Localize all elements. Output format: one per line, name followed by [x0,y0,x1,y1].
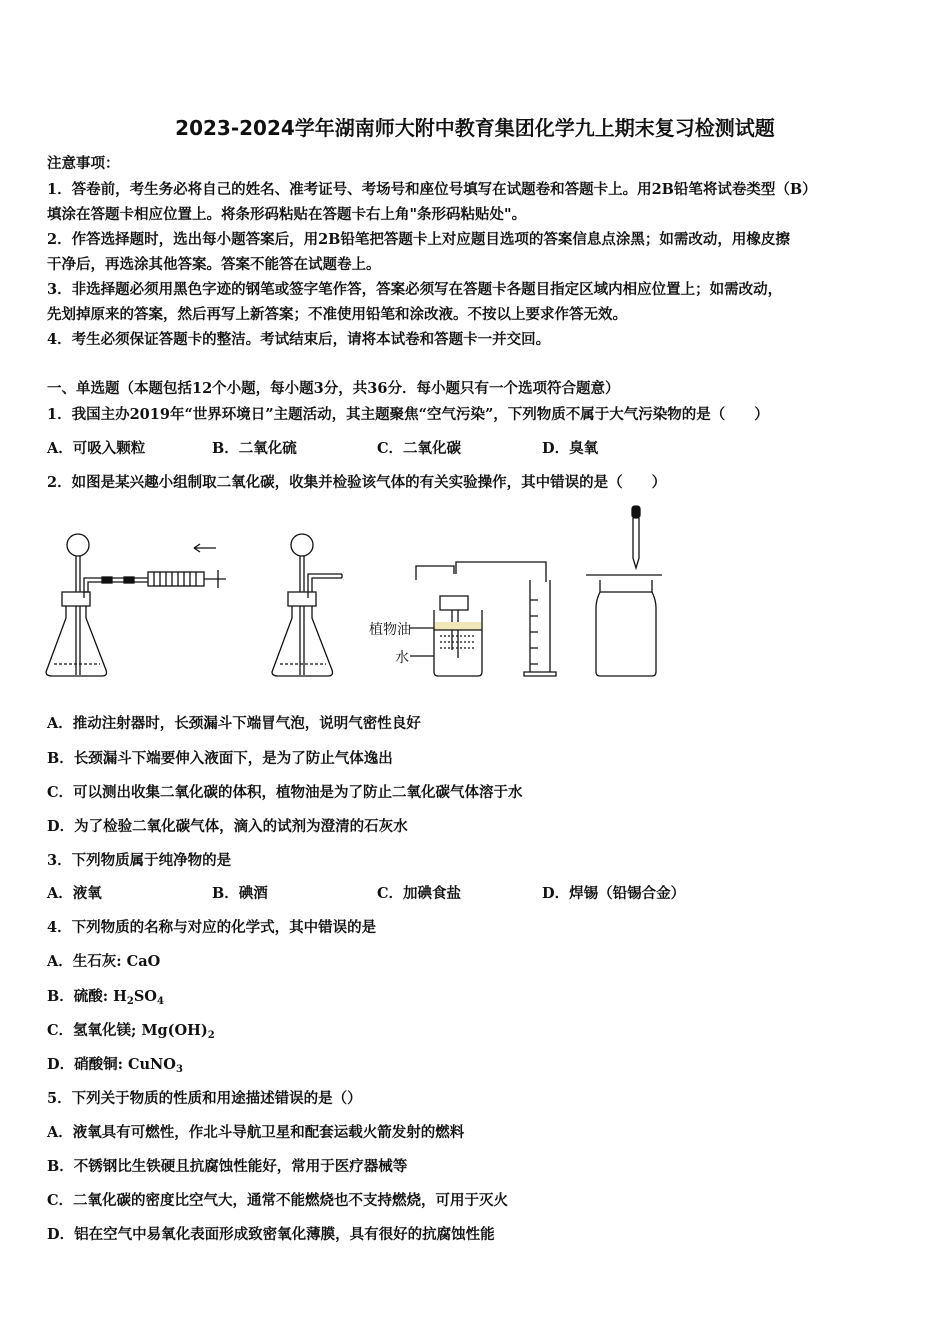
q4-option-c: C．氢氧化镁; $Mg(OH)_2$ [47,1022,215,1041]
q1-option-d: D．臭氧 [542,440,599,457]
q5-option-d: D．铝在空气中易氧化表面形成致密氧化薄膜，具有很好的抗腐蚀性能 [47,1226,495,1243]
gas-collection-apparatus [410,562,556,676]
q5-option-c: C．二氧化碳的密度比空气大，通常不能燃烧也不支持燃烧，可用于灭火 [47,1192,509,1209]
notice-heading: 注意事项： [47,155,120,172]
question-2-stem: 2．如图是某兴趣小组制取二氧化碳，收集并检验该气体的有关实验操作，其中错误的是（ ） [47,474,667,491]
question-5-stem: 5．下列关于物质的性质和用途描述错误的是（） [47,1090,362,1107]
q1-option-b: B．二氧化硫 [212,440,297,457]
notice-line: 干净后，再选涂其他答案。答案不能答在试题卷上。 [47,256,381,273]
question-1-stem: 1．我国主办2019年“世界环境日”主题活动，其主题聚焦“空气污染”，下列物质不属于大气污染物的是（ ） [47,406,769,423]
notice-line: 填涂在答题卡相应位置上。将条形码粘贴在答题卡右上角"条形码粘贴处"。 [47,206,527,223]
notice-line: 3．非选择题必须用黑色字迹的钢笔或签字笔作答，答案必须写在答题卡各题目指定区域内相应位置上；如需改动， [47,281,783,298]
q1-option-a: A．可吸入颗粒 [47,440,146,457]
question-3-stem: 3．下列物质属于纯净物的是 [47,852,232,869]
q5-option-a: A．液氧具有可燃性，作北斗导航卫星和配套运载火箭发射的燃料 [47,1124,465,1141]
label-water: 水 [395,650,409,666]
q4-option-d: D．硝酸铜: CuNO$_3$ [47,1056,183,1075]
q3-option-a: A．液氧 [47,885,102,902]
q3-option-b: B．碘酒 [212,885,268,902]
q1-option-c: C．二氧化碳 [377,440,462,457]
q3-option-c: C．加碘食盐 [377,885,462,902]
q2-option-b: B．长颈漏斗下端要伸入液面下，是为了防止气体逸出 [47,750,393,767]
notice-line: 先划掉原来的答案，然后再写上新答案；不准使用铅笔和涂改液。不按以上要求作答无效。 [47,306,627,323]
notice-line: 1．答卷前，考生务必将自己的姓名、准考证号、考场号和座位号填写在试题卷和答题卡上。用2B铅笔将试卷类型（B） [47,181,817,198]
q4-option-a: A．生石灰: CaO [47,953,161,970]
q2-option-d: D．为了检验二氧化碳气体，滴入的试剂为澄清的石灰水 [47,818,408,835]
notice-line: 2．作答选择题时，选出每小题答案后，用2B铅笔把答题卡上对应题目选项的答案信息点涂黑；如需改动，用橡皮擦 [47,231,790,248]
q3-option-d: D．焊锡（铅锡合金） [542,885,686,902]
flask-syringe-apparatus [46,534,226,676]
q2-option-c: C．可以测出收集二氧化碳的体积，植物油是为了防止二氧化碳气体溶于水 [47,784,523,801]
page-title: 2023-2024学年湖南师大附中教育集团化学九上期末复习检测试题 [175,116,775,140]
question-4-stem: 4．下列物质的名称与对应的化学式，其中错误的是 [47,919,377,936]
bottle-dropper-apparatus [586,506,662,676]
label-vegetable-oil: 植物油 [369,622,411,638]
flask-funnel-apparatus [272,534,342,676]
q4-option-b: B．硫酸: $H_2SO_4$ [47,988,164,1007]
section-heading: 一、单选题（本题包括12个小题，每小题3分，共36分．每小题只有一个选项符合题意） [47,380,620,397]
notice-line: 4．考生必须保证答题卡的整洁。考试结束后，请将本试卷和答题卡一并交回。 [47,331,551,348]
experiment-figure [40,500,680,690]
q2-option-a: A．推动注射器时，长颈漏斗下端冒气泡，说明气密性良好 [47,715,421,732]
q5-option-b: B．不锈钢比生铁硬且抗腐蚀性能好，常用于医疗器械等 [47,1158,408,1175]
